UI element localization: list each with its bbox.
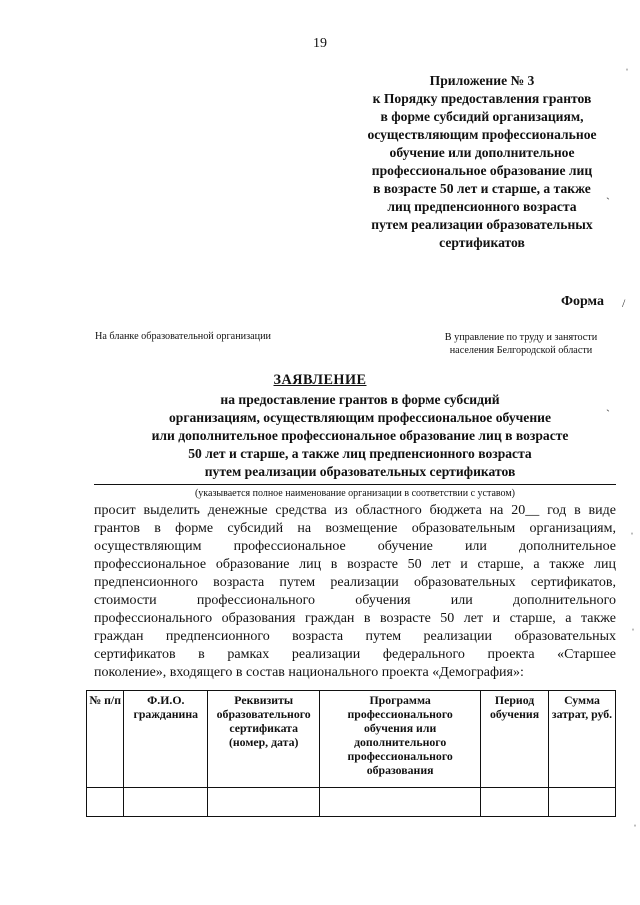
organization-name-caption: (указывается полное наименование организации в соответствии с уставом) [194, 488, 516, 499]
page-number: 19 [313, 36, 327, 51]
table-cell[interactable] [87, 788, 124, 817]
organization-name-field[interactable] [94, 484, 616, 485]
table-cell[interactable] [208, 788, 320, 817]
paragraph-line: граждан предпенсионного возраста путем реализации образовательных [94, 629, 616, 644]
paragraph-line: предпенсионного возраста путем реализации образовательных сертификатов, [94, 575, 616, 590]
appendix-line: сертификатов [439, 235, 525, 250]
scan-mark: / [622, 296, 626, 310]
column-header-period: Период обучения [481, 691, 549, 788]
table-cell[interactable] [481, 788, 549, 817]
appendix-header [342, 72, 622, 252]
appendix-line: к Порядку предоставления грантов [372, 91, 592, 106]
paragraph-line: поколение», входящего в состав национального проекта «Демография»: [94, 665, 524, 680]
paragraph-line: осуществляющим профессиональное обучение или дополнительное [94, 539, 616, 554]
request-paragraph [94, 502, 616, 682]
subtitle-line: путем реализации образовательных сертификатов [204, 464, 516, 479]
form-label: Форма [560, 294, 604, 309]
column-header-full-name: Ф.И.О. гражданина [124, 691, 208, 788]
appendix-line: в форме субсидий организациям, [380, 109, 584, 124]
subtitle-line: или дополнительное профессиональное образование лиц в возрасте [151, 428, 569, 443]
scan-mark: ˈ [631, 626, 635, 640]
paragraph-line: сертификатов в рамках реализации федерального проекта «Старшее [94, 647, 616, 662]
letterhead-note: На бланке образовательной организации [95, 331, 272, 342]
paragraph-line: профессионального образования граждан в возрасте 50 лет и старше, а также [94, 611, 616, 626]
appendix-line: осуществляющим профессиональное [367, 127, 597, 142]
scan-mark: ˈ [625, 66, 629, 80]
appendix-line: в возрасте 50 лет и старше, а также [373, 181, 591, 196]
column-header-number: № п/п [87, 691, 124, 788]
column-header-program: Программа профессионального обучения или дополнительного профессионального образования [320, 691, 481, 788]
addressee [426, 331, 616, 357]
paragraph-line: просит выделить денежные средства из областного бюджета на 20__ год в виде [94, 503, 616, 518]
appendix-line: путем реализации образовательных [371, 217, 593, 232]
appendix-line: обучение или дополнительное [389, 145, 575, 160]
subtitle-line: организациям, осуществляющим профессиональное обучение [168, 410, 552, 425]
column-header-certificate-details: Реквизиты образовательного сертификата (номер, дата) [208, 691, 320, 788]
scan-mark: ˈ [633, 822, 637, 836]
addressee-line: В управление по труду и занятости [444, 332, 598, 343]
document-subtitle [100, 391, 620, 481]
subtitle-line: 50 лет и старше, а также лиц предпенсионного возраста [188, 446, 532, 461]
subtitle-line: на предоставление грантов в форме субсидий [220, 392, 500, 407]
scan-mark: ˎ [606, 186, 610, 200]
appendix-line: лиц предпенсионного возраста [387, 199, 577, 214]
addressee-line: населения Белгородской области [449, 345, 593, 356]
appendix-line: профессиональное образование лиц [371, 163, 593, 178]
table-cell[interactable] [549, 788, 616, 817]
table-cell[interactable] [124, 788, 208, 817]
certificates-table [86, 690, 616, 817]
table-header-row [87, 691, 616, 788]
scan-mark: ˈ [630, 530, 634, 544]
appendix-line: Приложение № 3 [429, 73, 535, 88]
paragraph-line: грантов в форме субсидий на возмещение образовательным организациям, [94, 521, 616, 536]
scan-mark: ˎ [606, 398, 610, 412]
column-header-amount: Сумма затрат, руб. [549, 691, 616, 788]
paragraph-line: стоимости профессионального обучения или дополнительного [94, 593, 616, 608]
paragraph-line: профессиональное образование лиц в возрасте 50 лет и старше, а также лиц [94, 557, 616, 572]
table-row [87, 788, 616, 817]
table-cell[interactable] [320, 788, 481, 817]
document-title: ЗАЯВЛЕНИЕ [273, 372, 367, 388]
